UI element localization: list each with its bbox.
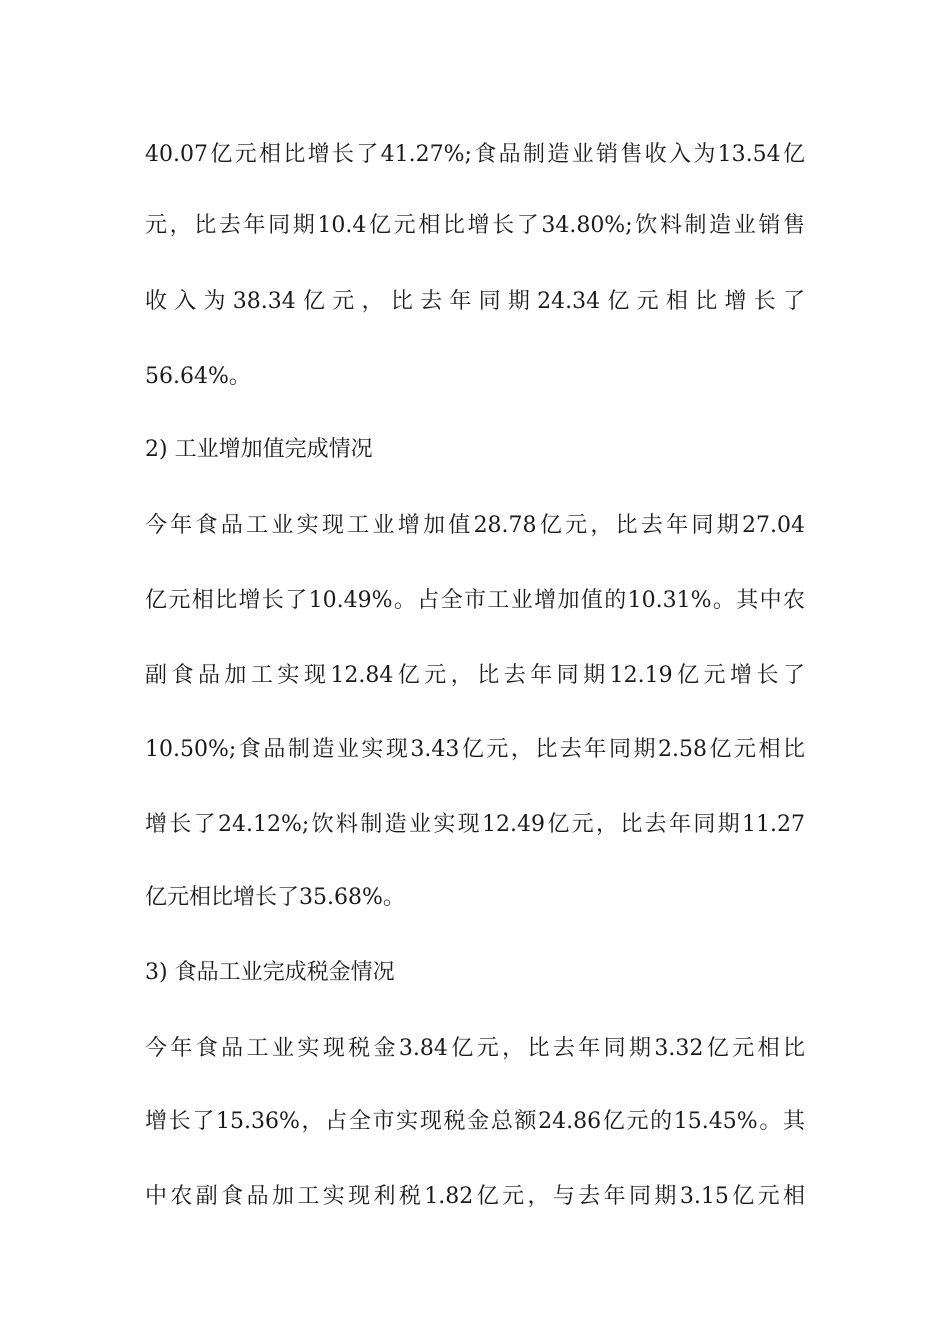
paragraph-line: 元，比去年同期10.4亿元相比增长了34.80%;饮料制造业销售	[145, 213, 805, 238]
paragraph-line: 今年食品工业实现工业增加值28.78亿元，比去年同期27.04	[145, 513, 805, 538]
paragraph-line: 56.64%。	[145, 364, 251, 389]
paragraph-line: 副食品加工实现12.84亿元，比去年同期12.19亿元增长了	[145, 663, 805, 688]
section-heading: 3) 食品工业完成税金情况	[145, 960, 395, 985]
paragraph-line: 亿元相比增长了10.49%。占全市工业增加值的10.31%。其中农	[145, 588, 805, 613]
paragraph-line: 今年食品工业实现税金3.84亿元，比去年同期3.32亿元相比	[145, 1036, 805, 1061]
paragraph-line: 中农副食品加工实现利税1.82亿元，与去年同期3.15亿元相	[145, 1184, 805, 1209]
paragraph-line: 增长了15.36%，占全市实现税金总额24.86亿元的15.45%。其	[145, 1109, 805, 1134]
paragraph-line: 10.50%;食品制造业实现3.43亿元，比去年同期2.58亿元相比	[145, 737, 805, 762]
paragraph-line: 亿元相比增长了35.68%。	[145, 885, 405, 910]
paragraph-line: 40.07亿元相比增长了41.27%;食品制造业销售收入为13.54亿	[145, 142, 805, 167]
paragraph-line: 收入为38.34亿元，比去年同期24.34亿元相比增长了	[145, 289, 805, 314]
paragraph-line: 增长了24.12%;饮料制造业实现12.49亿元，比去年同期11.27	[145, 812, 805, 837]
section-heading: 2) 工业增加值完成情况	[145, 437, 373, 462]
